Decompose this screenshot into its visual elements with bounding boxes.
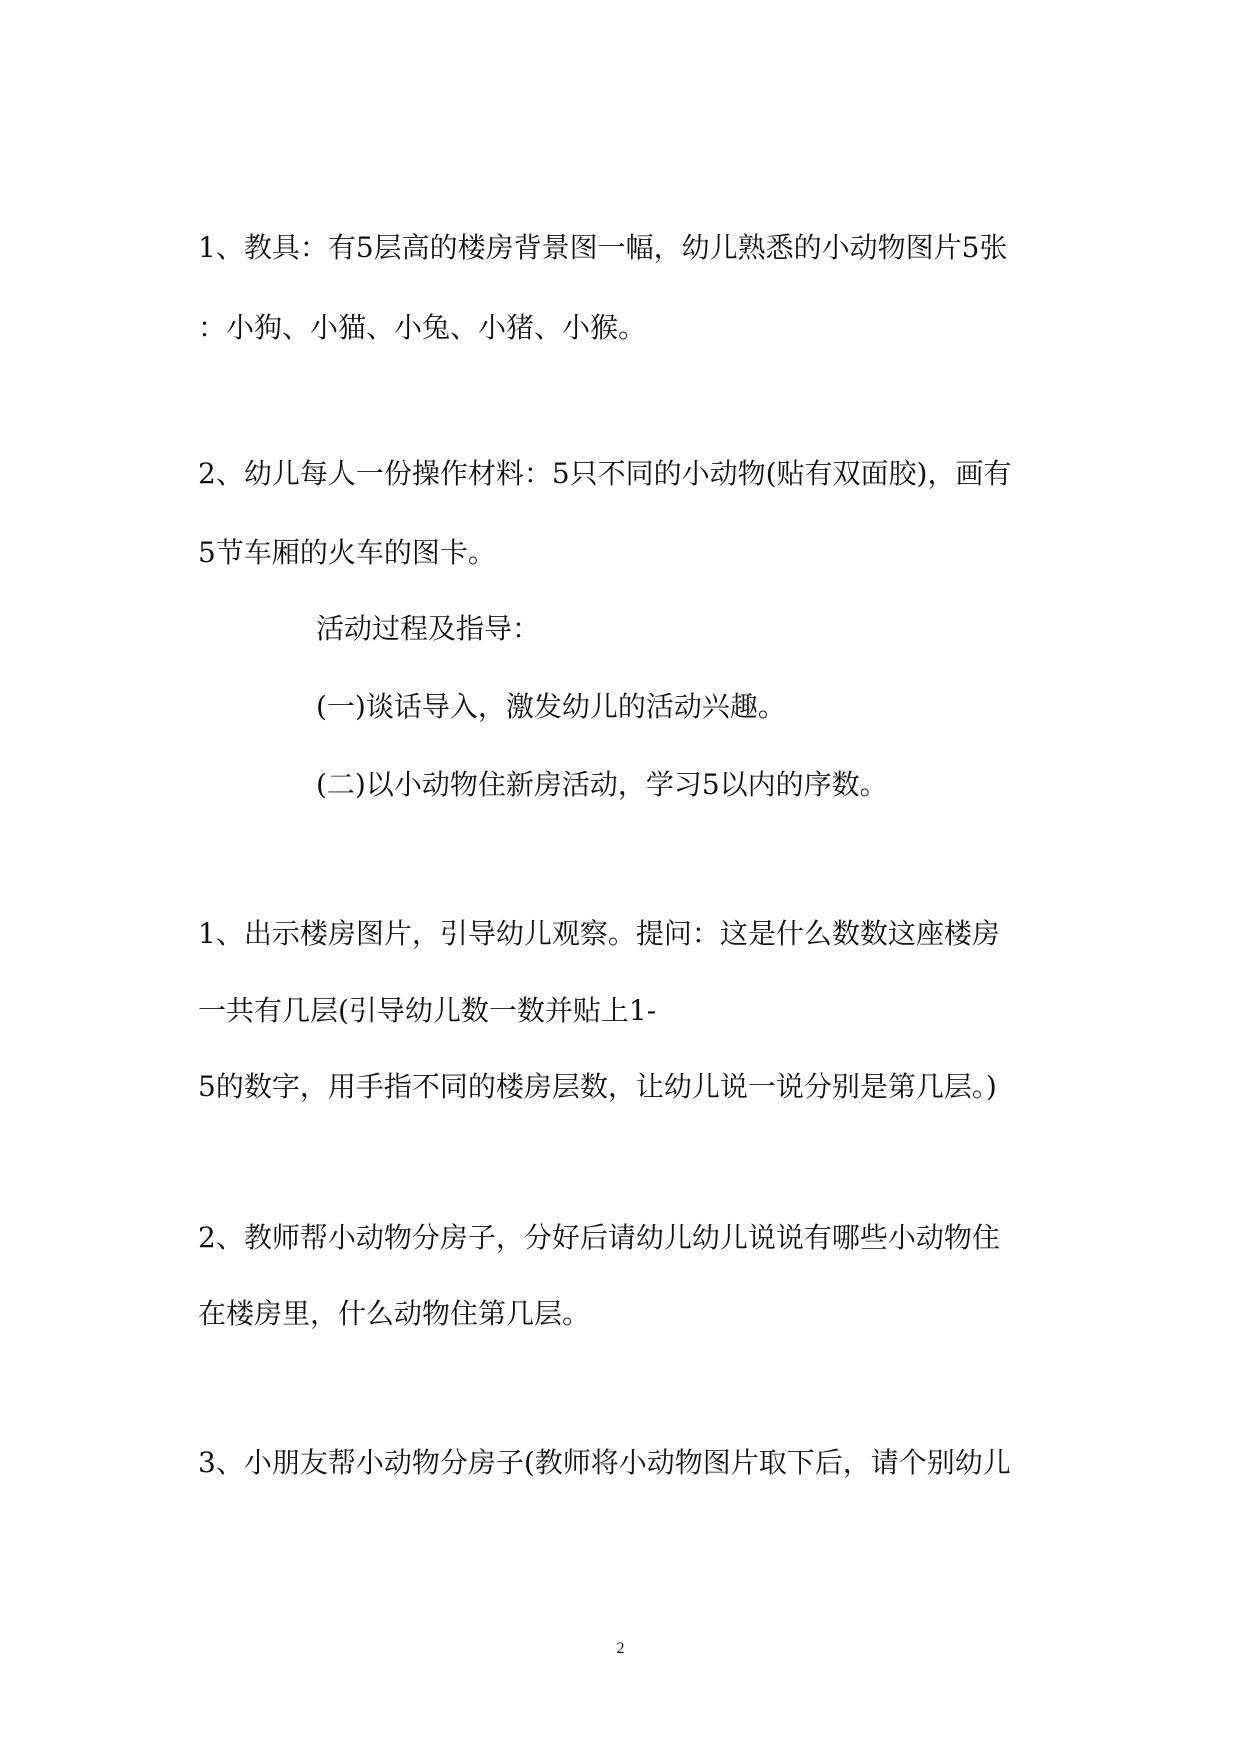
paragraph-line: 1、教具：有5层高的楼房背景图一幅，幼儿熟悉的小动物图片5张: [198, 231, 1008, 264]
section-subheading: (一)谈话导入，激发幼儿的活动兴趣。: [316, 690, 786, 723]
page-number: 2: [616, 1640, 625, 1657]
section-subheading: (二)以小动物住新房活动，学习5以内的序数。: [316, 768, 888, 801]
paragraph-line: 在楼房里，什么动物住第几层。: [198, 1297, 591, 1330]
paragraph-line: 3、小朋友帮小动物分房子(教师将小动物图片取下后，请个别幼儿: [198, 1446, 1011, 1479]
paragraph-line: ：小狗、小猫、小兔、小猪、小猴。: [198, 311, 647, 344]
paragraph-line: 5的数字，用手指不同的楼房层数，让幼儿说一说分别是第几层。): [198, 1070, 997, 1103]
paragraph-line: 一共有几层(引导幼儿数一数并贴上1-: [198, 994, 657, 1027]
paragraph-line: 2、幼儿每人一份操作材料：5只不同的小动物(贴有双面胶)，画有: [198, 457, 1012, 490]
paragraph-line: 1、出示楼房图片，引导幼儿观察。提问：这是什么数数这座楼房: [198, 917, 1000, 950]
paragraph-line: 2、教师帮小动物分房子，分好后请幼儿幼儿说说有哪些小动物住: [198, 1221, 1000, 1254]
paragraph-line: 5节车厢的火车的图卡。: [198, 536, 496, 569]
section-heading: 活动过程及指导：: [316, 612, 541, 645]
